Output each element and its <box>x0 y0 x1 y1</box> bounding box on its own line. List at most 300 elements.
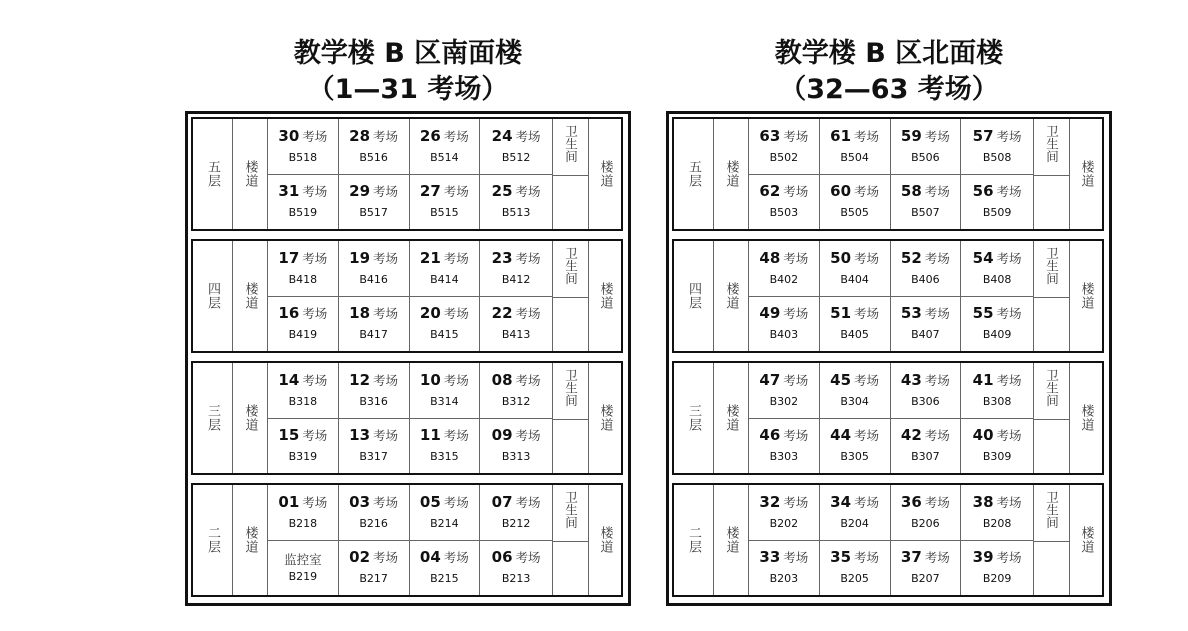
room-code: B215 <box>430 572 459 586</box>
room-suffix: 考场 <box>996 428 1022 444</box>
room-suffix: 考场 <box>373 128 399 144</box>
room-number: 45 <box>830 370 852 389</box>
room-suffix: 考场 <box>443 306 469 322</box>
washroom-column <box>553 485 589 595</box>
room-row <box>268 485 552 541</box>
floor-section <box>672 483 1104 597</box>
room-title <box>349 249 398 268</box>
room-number: 48 <box>759 248 781 267</box>
floor-section <box>191 117 623 231</box>
room-title <box>973 548 1022 567</box>
stairwell-east <box>1070 241 1102 351</box>
room-number: 53 <box>900 304 922 323</box>
building-south <box>185 0 631 586</box>
exam-room <box>749 541 820 596</box>
room-title <box>973 182 1022 201</box>
room-code: B514 <box>430 150 459 164</box>
room-suffix: 考场 <box>373 184 399 200</box>
room-suffix: 考场 <box>302 372 328 388</box>
stairwell-east-label: 楼道 <box>1078 160 1094 188</box>
room-code: B507 <box>911 206 940 220</box>
room-title <box>759 371 808 390</box>
room-number: 29 <box>349 182 371 201</box>
room-title <box>420 548 469 567</box>
room-suffix: 考场 <box>854 428 880 444</box>
building-title: 教学楼 B 区北面楼 <box>774 38 1004 69</box>
exam-room <box>410 241 481 296</box>
floor-label <box>674 485 714 595</box>
room-title <box>759 426 808 445</box>
room-title <box>492 182 541 201</box>
room-number: 06 <box>491 548 513 567</box>
room-title <box>278 127 327 146</box>
room-suffix: 考场 <box>924 128 950 144</box>
washroom-blank <box>553 298 588 351</box>
exam-room <box>749 419 820 474</box>
room-code: B506 <box>911 150 940 164</box>
room-title: 监控室 <box>284 551 322 567</box>
room-code: B206 <box>911 516 940 530</box>
room-suffix: 考场 <box>924 184 950 200</box>
room-title <box>349 426 398 445</box>
room-suffix: 考场 <box>854 494 880 510</box>
stairwell-east-label: 楼道 <box>597 404 613 432</box>
washroom <box>1034 119 1069 176</box>
room-title <box>349 493 398 512</box>
room-number: 10 <box>419 370 441 389</box>
room-number: 01 <box>278 492 300 511</box>
room-number: 33 <box>759 548 781 567</box>
room-number: 22 <box>491 304 513 323</box>
room-title <box>278 182 327 201</box>
washroom-column <box>553 241 589 351</box>
exam-room <box>339 541 410 596</box>
room-number: 41 <box>972 370 994 389</box>
floor-label <box>674 241 714 351</box>
room-number: 25 <box>491 182 513 201</box>
room-suffix: 考场 <box>854 184 880 200</box>
room-code: B208 <box>982 516 1012 530</box>
room-code: B302 <box>769 394 799 408</box>
exam-room <box>410 541 481 596</box>
room-suffix: 考场 <box>515 428 541 444</box>
room-number: 28 <box>349 126 371 145</box>
room-number: 02 <box>349 548 371 567</box>
washroom-label: 卫生间 <box>1044 125 1060 163</box>
room-suffix: 考场 <box>996 128 1022 144</box>
room-code: B513 <box>501 206 531 220</box>
exam-room <box>891 241 962 296</box>
room-suffix: 考场 <box>783 372 809 388</box>
exam-room <box>749 485 820 540</box>
room-title <box>901 182 950 201</box>
room-suffix: 考场 <box>924 428 950 444</box>
room-code: B313 <box>501 450 531 464</box>
washroom-label: 卫生间 <box>1044 369 1060 407</box>
exam-room <box>749 175 820 230</box>
room-title <box>973 249 1022 268</box>
exam-room <box>268 363 339 418</box>
floor-label-label: 五层 <box>686 160 701 188</box>
room-suffix: 考场 <box>515 250 541 266</box>
room-number: 09 <box>491 426 513 445</box>
room-row <box>749 485 1033 541</box>
room-title <box>492 493 541 512</box>
room-title <box>420 426 469 445</box>
room-code: B414 <box>430 272 459 286</box>
stairwell-east-label: 楼道 <box>597 160 613 188</box>
exam-room <box>820 297 891 352</box>
room-number: 12 <box>349 370 371 389</box>
room-code: B418 <box>288 272 318 286</box>
stairwell-label: 楼道 <box>242 526 258 554</box>
room-title <box>420 304 469 323</box>
room-title <box>830 127 879 146</box>
room-code: B512 <box>501 150 531 164</box>
washroom-blank <box>553 542 588 595</box>
exam-room <box>749 241 820 296</box>
exam-room <box>268 485 339 540</box>
room-code: B218 <box>288 516 318 530</box>
room-code: B317 <box>359 450 388 464</box>
room-suffix: 考场 <box>783 494 809 510</box>
floor-label-label: 四层 <box>686 282 701 310</box>
stairwell-east-label: 楼道 <box>597 526 613 554</box>
room-suffix: 考场 <box>783 306 809 322</box>
washroom-blank <box>1034 542 1069 595</box>
room-code: B304 <box>840 394 869 408</box>
room-code: B213 <box>501 572 531 586</box>
washroom-column <box>1034 241 1070 351</box>
room-row <box>268 419 552 474</box>
floor-label <box>193 119 233 229</box>
room-title <box>759 249 808 268</box>
room-number: 36 <box>900 492 922 511</box>
room-code: B417 <box>359 328 388 342</box>
room-title <box>420 249 469 268</box>
room-number: 40 <box>972 426 994 445</box>
room-row <box>268 297 552 352</box>
room-code: B314 <box>430 394 459 408</box>
room-code: B217 <box>359 572 388 586</box>
room-number: 19 <box>349 248 371 267</box>
washroom-blank <box>1034 298 1069 351</box>
room-number: 23 <box>491 248 513 267</box>
floor-section <box>672 117 1104 231</box>
room-grid <box>268 241 553 351</box>
room-code: B403 <box>769 328 799 342</box>
exam-room <box>820 175 891 230</box>
room-number: 51 <box>830 304 852 323</box>
room-title <box>492 127 541 146</box>
room-title <box>901 426 950 445</box>
room-code: B409 <box>982 328 1012 342</box>
room-code: B419 <box>288 328 318 342</box>
exam-room <box>410 363 481 418</box>
room-title <box>278 371 327 390</box>
room-suffix: 考场 <box>443 250 469 266</box>
exam-room <box>410 175 481 230</box>
exam-room <box>268 419 339 474</box>
room-row <box>749 119 1033 175</box>
room-suffix: 考场 <box>924 494 950 510</box>
room-number: 26 <box>419 126 441 145</box>
stairwell-east <box>1070 119 1102 229</box>
floor-label-label: 三层 <box>686 404 701 432</box>
room-title <box>759 493 808 512</box>
exam-room <box>480 241 552 296</box>
room-number: 15 <box>278 426 300 445</box>
stairwell-label: 楼道 <box>723 282 739 310</box>
floor-section <box>191 361 623 475</box>
room-code: B202 <box>769 516 799 530</box>
floor-label-label: 二层 <box>205 526 220 554</box>
room-number: 35 <box>830 548 852 567</box>
room-number: 14 <box>278 370 300 389</box>
room-title <box>420 127 469 146</box>
exam-room <box>339 297 410 352</box>
room-number: 56 <box>972 182 994 201</box>
room-suffix: 考场 <box>783 128 809 144</box>
room-code: B508 <box>982 150 1012 164</box>
floor-plan <box>666 111 1112 606</box>
room-number: 55 <box>972 304 994 323</box>
room-suffix: 考场 <box>373 306 399 322</box>
exam-room <box>339 175 410 230</box>
room-suffix: 考场 <box>854 128 880 144</box>
room-title <box>278 493 327 512</box>
floor-label-label: 二层 <box>686 526 701 554</box>
floor-label <box>193 485 233 595</box>
room-number: 13 <box>349 426 371 445</box>
room-row <box>749 363 1033 419</box>
stairwell-label: 楼道 <box>723 404 739 432</box>
stairwell-east <box>589 363 621 473</box>
room-suffix: 考场 <box>515 306 541 322</box>
room-title <box>901 127 950 146</box>
room-number: 61 <box>830 126 852 145</box>
exam-room <box>820 119 891 174</box>
exam-room <box>339 363 410 418</box>
room-code: B406 <box>911 272 940 286</box>
room-code: B205 <box>840 572 869 586</box>
room-number: 21 <box>419 248 441 267</box>
room-suffix: 考场 <box>302 428 328 444</box>
washroom-label: 卫生间 <box>1044 491 1060 529</box>
room-title <box>901 304 950 323</box>
room-number: 20 <box>419 304 441 323</box>
room-suffix: 考场 <box>443 428 469 444</box>
washroom-column <box>553 119 589 229</box>
room-code: B413 <box>501 328 531 342</box>
room-code: B303 <box>769 450 799 464</box>
room-title <box>830 371 879 390</box>
room-title <box>349 548 398 567</box>
stairwell <box>714 119 749 229</box>
stairwell <box>233 485 268 595</box>
exam-room <box>268 241 339 296</box>
room-row <box>268 175 552 230</box>
room-suffix: 考场 <box>443 184 469 200</box>
room-grid <box>268 119 553 229</box>
building-north <box>666 0 1112 586</box>
room-suffix: 考场 <box>783 184 809 200</box>
room-suffix: 考场 <box>373 550 399 566</box>
building-title: 教学楼 B 区南面楼 <box>293 38 523 69</box>
room-number: 03 <box>349 492 371 511</box>
washroom-blank <box>1034 420 1069 473</box>
washroom <box>553 363 588 420</box>
room-suffix: 考场 <box>924 306 950 322</box>
room-suffix: 考场 <box>924 250 950 266</box>
exam-room <box>339 419 410 474</box>
room-suffix: 考场 <box>302 184 328 200</box>
room-code: B404 <box>840 272 869 286</box>
room-title <box>973 371 1022 390</box>
room-suffix: 考场 <box>515 494 541 510</box>
room-row <box>749 297 1033 352</box>
room-title <box>901 249 950 268</box>
room-title <box>830 426 879 445</box>
stairwell-label: 楼道 <box>723 526 739 554</box>
room-suffix: 考场 <box>302 250 328 266</box>
washroom-label: 卫生间 <box>1044 247 1060 285</box>
washroom-column <box>1034 485 1070 595</box>
room-number: 63 <box>759 126 781 145</box>
room-title <box>349 182 398 201</box>
room-code: B318 <box>288 394 318 408</box>
room-code: B412 <box>501 272 531 286</box>
exam-room <box>891 297 962 352</box>
room-suffix: 考场 <box>515 550 541 566</box>
exam-room <box>961 485 1033 540</box>
room-title <box>759 182 808 201</box>
room-title <box>420 493 469 512</box>
washroom <box>553 119 588 176</box>
room-title <box>349 304 398 323</box>
stairwell-east-label: 楼道 <box>597 282 613 310</box>
floor-label-label: 四层 <box>205 282 220 310</box>
room-suffix: 考场 <box>515 184 541 200</box>
room-suffix: 考场 <box>302 128 328 144</box>
room-title <box>901 371 950 390</box>
room-suffix: 考场 <box>373 494 399 510</box>
washroom-label: 卫生间 <box>563 125 579 163</box>
room-code: B502 <box>769 150 799 164</box>
washroom-column <box>1034 119 1070 229</box>
room-number: 16 <box>278 304 300 323</box>
stairwell <box>714 363 749 473</box>
exam-room <box>891 119 962 174</box>
room-number: 17 <box>278 248 300 267</box>
exam-room <box>961 363 1033 418</box>
exam-room <box>891 175 962 230</box>
room-suffix: 考场 <box>373 372 399 388</box>
exam-room <box>480 175 552 230</box>
room-code: B316 <box>359 394 388 408</box>
room-number: 39 <box>972 548 994 567</box>
room-title <box>830 249 879 268</box>
room-number: 30 <box>278 126 300 145</box>
room-row <box>268 241 552 297</box>
room-title <box>830 548 879 567</box>
room-title <box>830 493 879 512</box>
room-title <box>492 426 541 445</box>
room-title <box>901 548 950 567</box>
room-title <box>349 371 398 390</box>
room-title <box>492 371 541 390</box>
exam-room <box>480 485 552 540</box>
stairwell <box>233 241 268 351</box>
room-grid <box>749 485 1034 595</box>
exam-room <box>961 241 1033 296</box>
washroom-blank <box>553 176 588 229</box>
room-code: B216 <box>359 516 388 530</box>
washroom-label: 卫生间 <box>563 491 579 529</box>
room-number: 54 <box>972 248 994 267</box>
floor-section <box>672 361 1104 475</box>
room-suffix: 考场 <box>924 372 950 388</box>
room-title <box>492 304 541 323</box>
room-code: B214 <box>430 516 459 530</box>
exam-room <box>961 175 1033 230</box>
room-number: 43 <box>900 370 922 389</box>
washroom-column <box>1034 363 1070 473</box>
room-suffix: 考场 <box>783 250 809 266</box>
room-code: B207 <box>911 572 940 586</box>
room-code: B503 <box>769 206 799 220</box>
exam-room <box>268 297 339 352</box>
room-code: B518 <box>288 150 318 164</box>
room-title <box>420 371 469 390</box>
building-subtitle: （32—63 考场） <box>779 74 999 105</box>
room-code: B408 <box>982 272 1012 286</box>
room-code: B504 <box>840 150 869 164</box>
building-subtitle: （1—31 考场） <box>307 74 509 105</box>
room-suffix: 考场 <box>373 428 399 444</box>
room-title <box>278 249 327 268</box>
room-suffix: 考场 <box>302 306 328 322</box>
washroom <box>553 241 588 298</box>
exam-room <box>820 485 891 540</box>
exam-room <box>339 119 410 174</box>
washroom-label: 卫生间 <box>563 369 579 407</box>
exam-room <box>961 419 1033 474</box>
stairwell-east <box>1070 363 1102 473</box>
room-suffix: 考场 <box>443 550 469 566</box>
exam-room <box>268 119 339 174</box>
exam-room <box>410 419 481 474</box>
room-code: B306 <box>911 394 940 408</box>
exam-room <box>480 541 552 596</box>
room-code: B312 <box>501 394 531 408</box>
room-title <box>278 426 327 445</box>
room-suffix: 考场 <box>783 550 809 566</box>
room-code: B203 <box>769 572 799 586</box>
room-grid <box>749 119 1034 229</box>
room-suffix: 考场 <box>373 250 399 266</box>
room-suffix: 考场 <box>854 250 880 266</box>
room-number: 32 <box>759 492 781 511</box>
room-code: B209 <box>982 572 1012 586</box>
room-number: 47 <box>759 370 781 389</box>
room-row <box>749 175 1033 230</box>
stairwell-label: 楼道 <box>242 404 258 432</box>
room-number: 05 <box>419 492 441 511</box>
room-title <box>973 127 1022 146</box>
room-number: 58 <box>900 182 922 201</box>
exam-room <box>891 419 962 474</box>
